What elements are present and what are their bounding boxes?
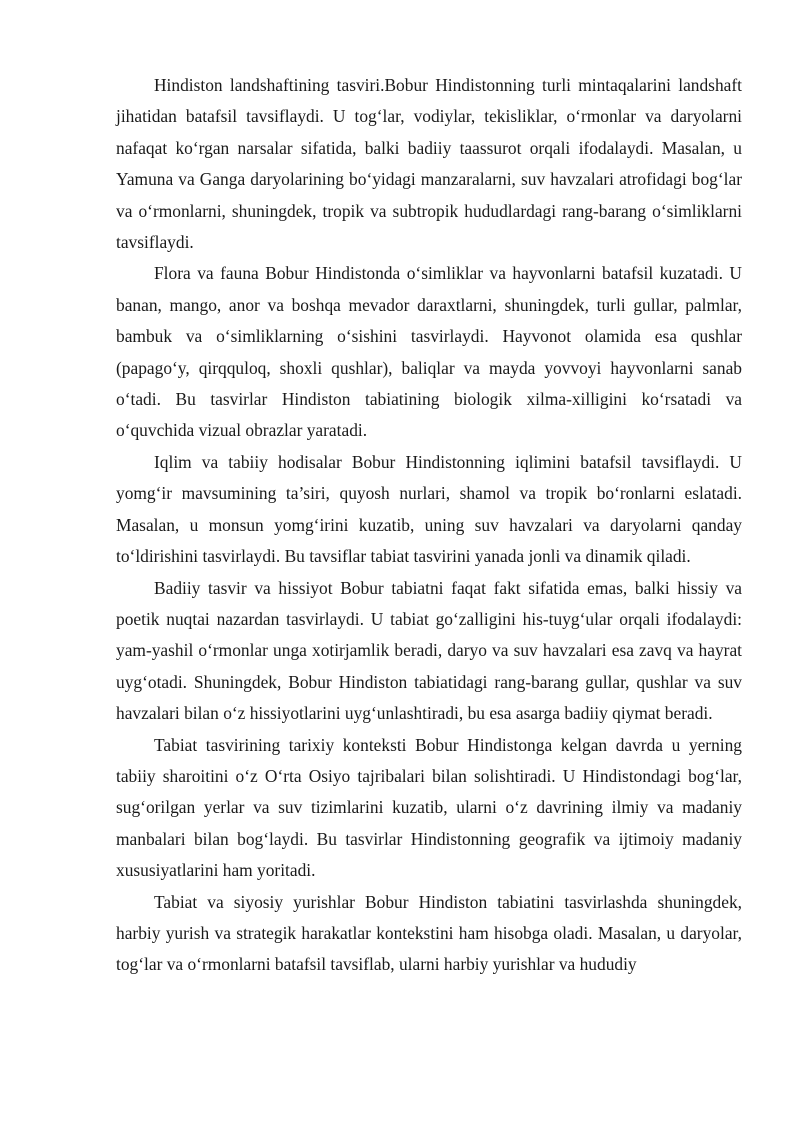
paragraph-political-campaigns: Tabiat va siyosiy yurishlar Bobur Hindiston tabiatini tasvirlashda shuningdek, harbiy yurish va strategik harakatlar kontekstini ham hisobga oladi. Masalan, u daryolar, tog‘lar va o‘rmonlarni batafsil tavsiflab, ularni harbiy yurishlar va hududiy bbox=[116, 891, 742, 975]
paragraph-historical-context: Tabiat tasvirining tarixiy konteksti Bobur Hindistonga kelgan davrda u yerning tabiiy sharoitini o‘z O‘rta Osiyo tajribalari bilan solishtiradi. U Hindistondagi bog‘lar, sug‘orilgan yerlar va suv tizimlarini kuzatib, ularni o‘z davrining ilmiy va madaniy manbalari bilan bog‘laydi. Bu tasvirlar Hindistonning geografik va ijtimoiy madaniy xususiyatlarini ham yoritadi. bbox=[116, 734, 742, 881]
paragraph-artistic-depiction: Badiiy tasvir va hissiyot Bobur tabiatni faqat fakt sifatida emas, balki hissiy va poetik nuqtai nazardan tasvirlaydi. U tabiat go‘zalligini his-tuyg‘ular orqali ifodalaydi: yam-yashil o‘rmonlar unga xotirjamlik beradi, daryo va suv havzalari esa zavq va hayrat uyg‘otadi. Shuningdek, Bobur Hindiston tabiatidagi rang-barang gullar, qushlar va suv havzalari bilan o‘z hissiyotlarini uyg‘unlashtiradi, bu esa asarga badiiy qiymat beradi. bbox=[116, 577, 742, 724]
paragraph-flora-fauna: Flora va fauna Bobur Hindistonda o‘simliklar va hayvonlarni batafsil kuzatadi. U banan, mango, anor va boshqa mevador daraxtlarni, shuningdek, turli gullar, palmlar, bambuk va o‘simliklarning o‘sishini tasvirlaydi. Hayvonot olamida esa qushlar (papago‘y, qirqquloq, shoxli qushlar), baliqlar va mayda yovvoyi hayvonlarni sanab o‘tadi. Bu tasvirlar Hindiston tabiatining biologik xilma-xilligini ko‘rsatadi va o‘quvchida vizual obrazlar yaratadi. bbox=[116, 263, 742, 441]
document-page bbox=[116, 70, 742, 981]
paragraph-climate: Iqlim va tabiiy hodisalar Bobur Hindistonning iqlimini batafsil tavsiflaydi. U yomg‘ir mavsumining ta’siri, quyosh nurlari, shamol va tropik bo‘ronlarni eslatadi. Masalan, u monsun yomg‘irini kuzatib, uning suv havzalari va daryolarni qanday to‘ldirishini tasvirlaydi. Bu tavsiflar tabiat tasvirini yanada jonli va dinamik qiladi. bbox=[116, 451, 742, 567]
paragraph-landscape: Hindiston landshaftining tasviri.Bobur Hindistonning turli mintaqalarini landshaft jihatidan batafsil tavsiflaydi. U tog‘lar, vodiylar, tekisliklar, o‘rmonlar va daryolarni nafaqat ko‘rgan narsalar sifatida, balki badiiy taassurot orqali ifodalaydi. Masalan, u Yamuna va Ganga daryolarining bo‘yidagi manzaralarni, suv havzalari atrofidagi bog‘lar va o‘rmonlarni, shuningdek, tropik va subtropik hududlardagi rang-barang o‘simliklarni tavsiflaydi. bbox=[116, 75, 742, 253]
